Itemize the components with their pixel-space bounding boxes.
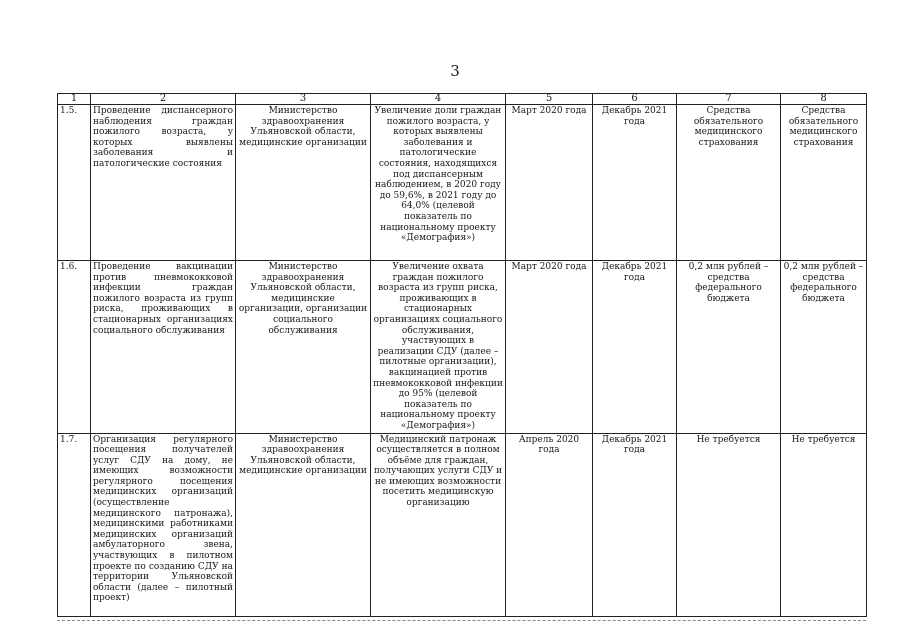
executor-cell: Министерство здравоохранения Ульяновской области, медицинские организации, организации социального обслуживания — [236, 261, 371, 434]
page-number: 3 — [450, 62, 460, 80]
action-plan-table — [57, 93, 867, 617]
row-number: 1.7. — [58, 433, 91, 616]
column-header: 3 — [236, 94, 371, 105]
measure-name: Проведение вакцинации против пневмококковой инфекции граждан пожилого возраста из групп риска, проживающих в стационарных организациях социального обслуживания — [91, 261, 236, 434]
start-date-cell: Март 2020 года — [506, 105, 593, 261]
start-date-cell: Апрель 2020 года — [506, 433, 593, 616]
column-header: 6 — [593, 94, 677, 105]
end-date-cell: Декабрь 2021 года — [593, 105, 677, 261]
row-number: 1.5. — [58, 105, 91, 261]
column-header: 4 — [371, 94, 506, 105]
funding-cell: Средства обязательного медицинского страхования — [677, 105, 781, 261]
table-row — [58, 261, 867, 434]
result-cell: Медицинский патронаж осуществляется в полном объёме для граждан, получающих услуги СДУ и не имеющих возможности посетить медицинскую организацию — [371, 433, 506, 616]
row-number: 1.6. — [58, 261, 91, 434]
table-row — [58, 105, 867, 261]
funding-cell-2: 0,2 млн рублей – средства федерального бюджета — [781, 261, 867, 434]
column-header: 8 — [781, 94, 867, 105]
column-header: 5 — [506, 94, 593, 105]
executor-cell: Министерство здравоохранения Ульяновской области, медицинские организации — [236, 433, 371, 616]
result-cell: Увеличение охвата граждан пожилого возраста из групп риска, проживающих в стационарных организациях социального обслуживания, участвующих в реализации СДУ (далее – пилотные организации), вакцинацией против пневмококковой инфекции до 95% (целевой показатель по национальному проекту «Демография») — [371, 261, 506, 434]
column-header: 7 — [677, 94, 781, 105]
column-header: 1 — [58, 94, 91, 105]
funding-cell: 0,2 млн рублей – средства федерального бюджета — [677, 261, 781, 434]
end-date-cell: Декабрь 2021 года — [593, 261, 677, 434]
funding-cell-2: Средства обязательного медицинского страхования — [781, 105, 867, 261]
header-row — [58, 94, 867, 105]
end-date-cell: Декабрь 2021 года — [593, 433, 677, 616]
executor-cell: Министерство здравоохранения Ульяновской области, медицинские организации — [236, 105, 371, 261]
measure-name: Проведение диспансерного наблюдения граждан пожилого возраста, у которых выявлены заболевания и патологические состояния — [91, 105, 236, 261]
funding-cell: Не требуется — [677, 433, 781, 616]
measure-name: Организация регулярного посещения получателей услуг СДУ на дому, не имеющих возможности регулярного посещения медицинских организаций (осуществление медицинского патронажа), медицинскими работниками медицинских организаций амбулаторного звена, участвующих в пилотном проекте по созданию СДУ на территории Ульяновской области (далее – пилотный проект) — [91, 433, 236, 616]
column-header: 2 — [91, 94, 236, 105]
table-row — [58, 433, 867, 616]
funding-cell-2: Не требуется — [781, 433, 867, 616]
start-date-cell: Март 2020 года — [506, 261, 593, 434]
result-cell: Увеличение доли граждан пожилого возраста, у которых выявлены заболевания и патологические состояния, находящихся под диспансерным наблюдением, в 2020 году до 59,6%, в 2021 году до 64,0% (целевой показатель по национальному проекту «Демография») — [371, 105, 506, 261]
bottom-divider — [57, 620, 866, 621]
